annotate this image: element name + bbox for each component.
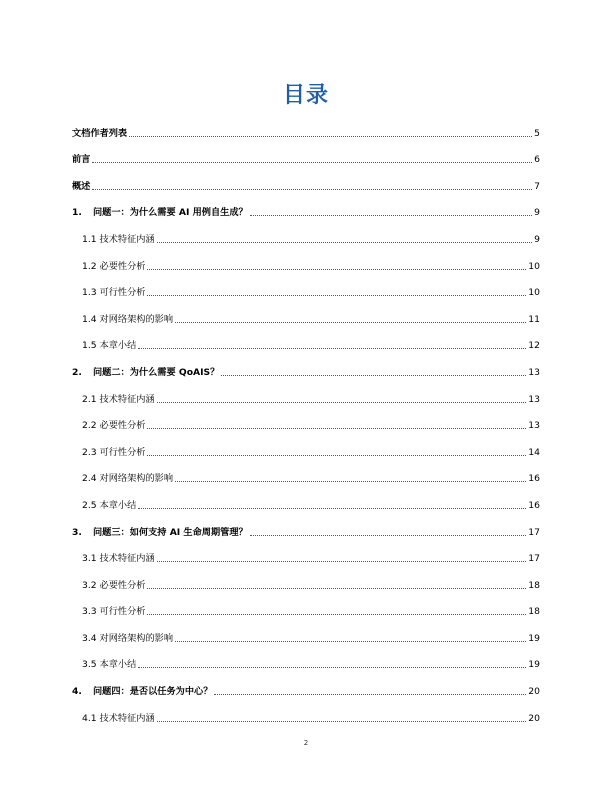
toc-entry-title: 前言 bbox=[72, 154, 91, 166]
toc-entry[interactable] bbox=[72, 485, 540, 512]
toc-entry-title: 2.5 本章小结 bbox=[82, 499, 137, 511]
toc-dot-leader bbox=[92, 161, 532, 163]
toc-entry-page: 20 bbox=[528, 686, 540, 698]
toc-dot-leader bbox=[129, 135, 532, 137]
toc-dot-leader bbox=[157, 560, 527, 562]
toc-entry[interactable] bbox=[72, 299, 540, 326]
toc-entry-title: 文档作者列表 bbox=[72, 127, 128, 139]
toc-dot-leader bbox=[147, 268, 526, 270]
toc-entry-page: 17 bbox=[528, 526, 540, 538]
toc-entry[interactable] bbox=[72, 140, 540, 167]
toc-entry-page: 19 bbox=[528, 659, 540, 671]
toc-entry-page: 13 bbox=[528, 393, 540, 405]
toc-entry-title: 问题二：为什么需要 QoAIS？ bbox=[93, 366, 220, 378]
toc-entry-title: 问题一：为什么需要 AI 用例自生成？ bbox=[93, 207, 248, 219]
toc-entry-page: 19 bbox=[528, 632, 540, 644]
toc-entry-title: 1.2 必要性分析 bbox=[82, 260, 146, 272]
toc-entry-title: 概述 bbox=[72, 180, 91, 192]
toc-entry-title: 4.1 技术特征内涵 bbox=[82, 712, 155, 724]
toc-entry-page: 13 bbox=[528, 420, 540, 432]
toc-entry[interactable] bbox=[72, 273, 540, 300]
toc-entry-page: 14 bbox=[528, 446, 540, 458]
toc-dot-leader bbox=[214, 693, 526, 695]
toc-entry-page: 12 bbox=[528, 340, 540, 352]
toc-entry[interactable] bbox=[72, 379, 540, 406]
toc-dot-leader bbox=[138, 666, 526, 668]
toc-entry-page: 9 bbox=[534, 207, 540, 219]
toc-entry-title: 2.1 技术特征内涵 bbox=[82, 393, 155, 405]
toc-entry[interactable] bbox=[72, 698, 540, 725]
toc-entry-page: 10 bbox=[528, 287, 540, 299]
toc-dot-leader bbox=[138, 347, 526, 349]
toc-entry-page: 16 bbox=[528, 473, 540, 485]
toc-entry-page: 17 bbox=[528, 553, 540, 565]
toc-entry-title: 1.3 可行性分析 bbox=[82, 287, 146, 299]
toc-entry[interactable] bbox=[72, 645, 540, 672]
page-title: 目录 bbox=[282, 83, 329, 108]
toc-dot-leader bbox=[175, 640, 526, 642]
toc-entry-title: 3.2 必要性分析 bbox=[82, 579, 146, 591]
toc-entry[interactable] bbox=[72, 539, 540, 566]
toc-entry-title: 问题四：是否以任务为中心？ bbox=[93, 686, 213, 698]
toc-entry-page: 20 bbox=[528, 712, 540, 724]
toc-entry[interactable] bbox=[72, 166, 540, 193]
toc-entry[interactable] bbox=[72, 113, 540, 140]
toc-entry[interactable] bbox=[72, 432, 540, 459]
toc-dot-leader bbox=[250, 214, 532, 216]
toc-entry-title: 2.3 可行性分析 bbox=[82, 446, 146, 458]
toc-dot-leader bbox=[157, 720, 527, 722]
toc-entry[interactable] bbox=[72, 352, 540, 379]
toc-entry-page: 10 bbox=[528, 260, 540, 272]
toc-dot-leader bbox=[138, 507, 526, 509]
toc-entry-title: 3.1 技术特征内涵 bbox=[82, 553, 155, 565]
toc-entry[interactable] bbox=[72, 246, 540, 273]
toc-dot-leader bbox=[221, 374, 526, 376]
toc-entry[interactable] bbox=[72, 592, 540, 619]
toc-entry-title: 1.1 技术特征内涵 bbox=[82, 233, 155, 245]
toc-dot-leader bbox=[175, 321, 526, 323]
toc-entry[interactable] bbox=[72, 406, 540, 433]
toc-entry-page: 9 bbox=[534, 233, 540, 245]
toc-entry-number: 3. bbox=[72, 526, 82, 538]
toc-entry-title: 2.4 对网络架构的影响 bbox=[82, 473, 174, 485]
table-of-contents bbox=[72, 113, 540, 725]
toc-entry[interactable] bbox=[72, 326, 540, 353]
toc-entry[interactable] bbox=[72, 618, 540, 645]
toc-dot-leader bbox=[175, 480, 526, 482]
toc-entry[interactable] bbox=[72, 512, 540, 539]
toc-dot-leader bbox=[147, 294, 526, 296]
toc-dot-leader bbox=[147, 427, 526, 429]
toc-entry-page: 18 bbox=[528, 606, 540, 618]
toc-entry[interactable] bbox=[72, 671, 540, 698]
toc-entry-number: 2. bbox=[72, 366, 82, 378]
toc-entry-title: 1.4 对网络架构的影响 bbox=[82, 313, 174, 325]
toc-entry-page: 16 bbox=[528, 499, 540, 511]
toc-entry-title: 3.3 可行性分析 bbox=[82, 606, 146, 618]
toc-entry-page: 18 bbox=[528, 579, 540, 591]
toc-entry[interactable] bbox=[72, 565, 540, 592]
toc-dot-leader bbox=[157, 241, 532, 243]
toc-entry-page: 13 bbox=[528, 366, 540, 378]
toc-entry-title: 2.2 必要性分析 bbox=[82, 420, 146, 432]
toc-entry[interactable] bbox=[72, 459, 540, 486]
toc-entry-page: 5 bbox=[534, 127, 540, 139]
page-number: 2 bbox=[303, 739, 309, 747]
toc-entry-page: 11 bbox=[528, 313, 540, 325]
toc-entry-title: 1.5 本章小结 bbox=[82, 340, 137, 352]
toc-entry-number: 4. bbox=[72, 686, 82, 698]
toc-dot-leader bbox=[92, 188, 532, 190]
toc-dot-leader bbox=[147, 587, 526, 589]
toc-dot-leader bbox=[157, 401, 527, 403]
toc-entry-title: 3.5 本章小结 bbox=[82, 659, 137, 671]
toc-dot-leader bbox=[147, 613, 526, 615]
toc-entry-page: 6 bbox=[534, 154, 540, 166]
toc-entry-title: 问题三：如何支持 AI 生命周期管理？ bbox=[93, 526, 248, 538]
toc-entry-number: 1. bbox=[72, 207, 82, 219]
toc-dot-leader bbox=[250, 534, 527, 536]
toc-entry[interactable] bbox=[72, 219, 540, 246]
toc-entry[interactable] bbox=[72, 193, 540, 220]
toc-entry-title: 3.4 对网络架构的影响 bbox=[82, 632, 174, 644]
toc-dot-leader bbox=[147, 454, 526, 456]
toc-entry-page: 7 bbox=[534, 180, 540, 192]
